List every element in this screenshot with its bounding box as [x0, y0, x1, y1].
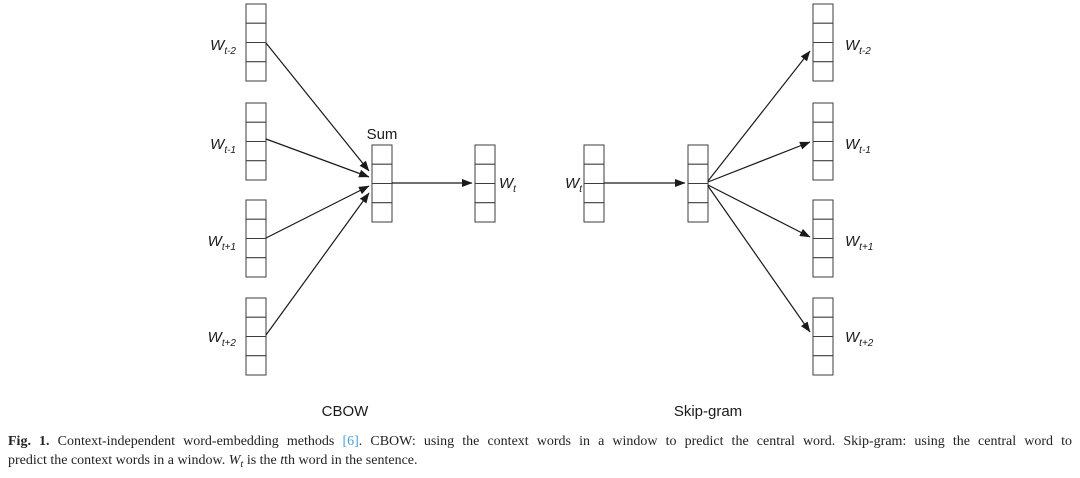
skipgram-output-vector-wt-2 [813, 4, 833, 81]
caption-text: . CBOW: using the context words in a window to predict the central word. Skip-gram: using the central word to [358, 434, 1072, 449]
cbow-context-vector-wt+2 [246, 298, 266, 375]
cbow-context-vector-wt+1 [246, 200, 266, 277]
skipgram-label-wt+1: $W_{t+1}$ [845, 233, 874, 253]
vector-cell [688, 203, 708, 222]
vector-cell [813, 200, 833, 219]
vector-cell [813, 258, 833, 277]
vector-cell [813, 142, 833, 161]
cbow-context-vector-wt-2 [246, 4, 266, 81]
cbow-arrow-wt-1-to-sum [266, 139, 369, 177]
vector-cell [372, 145, 392, 164]
vector-cell [475, 164, 495, 183]
vector-cell [813, 317, 833, 336]
citation-link-6[interactable]: [6] [342, 434, 359, 449]
vector-cell [813, 62, 833, 81]
caption-text: Context-independent word-embedding methods [57, 434, 343, 449]
skipgram-arrow-to-wt+2 [708, 186, 810, 332]
caption-line-2 [8, 452, 1072, 475]
cbow-sum-vector [372, 145, 392, 222]
skipgram-output-vector-wt+2 [813, 298, 833, 375]
cbow-context-vector-wt-1 [246, 103, 266, 180]
vector-cell [246, 239, 266, 258]
vector-cell [246, 258, 266, 277]
cbow-arrow-wt+2-to-sum [266, 193, 369, 335]
cbow-title: CBOW [321, 403, 369, 420]
vector-cell [813, 337, 833, 356]
vector-cell [475, 145, 495, 164]
skipgram-input-label-wt: $W_t$ [565, 175, 582, 195]
vector-cell [246, 142, 266, 161]
vector-cell [688, 164, 708, 183]
vector-cell [246, 62, 266, 81]
vector-cell [813, 239, 833, 258]
vector-cell [813, 161, 833, 180]
vector-cell [246, 103, 266, 122]
caption-line-1 [8, 433, 1072, 452]
vector-cell [246, 337, 266, 356]
vector-cell [813, 43, 833, 62]
vector-cell [246, 43, 266, 62]
cbow-output-vector-wt [475, 145, 495, 222]
figure-caption [8, 433, 1072, 474]
vector-cell [475, 184, 495, 203]
vector-cell [584, 145, 604, 164]
vector-cell [813, 122, 833, 141]
vector-cell [372, 164, 392, 183]
vector-cell [246, 219, 266, 238]
cbow-label-wt+1: $W_{t+1}$ [207, 233, 236, 253]
caption-text: th word in the sentence. [284, 452, 418, 468]
vector-cell [475, 203, 495, 222]
vector-cell [246, 356, 266, 375]
vector-cell [584, 203, 604, 222]
vector-cell [246, 122, 266, 141]
vector-cell [813, 103, 833, 122]
vector-cell [372, 203, 392, 222]
vector-cell [688, 145, 708, 164]
skipgram-arrow-to-wt+1 [708, 185, 810, 237]
vector-cell [246, 298, 266, 317]
cbow-output-label-wt: $W_t$ [499, 175, 516, 195]
cbow-arrow-wt-2-to-sum [266, 43, 369, 171]
vector-cell [246, 23, 266, 42]
vector-cell [246, 317, 266, 336]
vector-cell [584, 164, 604, 183]
caption-text: predict the context words in a window. [8, 452, 229, 468]
vector-cell [246, 200, 266, 219]
skipgram-projection-vector [688, 145, 708, 222]
sum-label: Sum [366, 126, 398, 143]
vector-cell [813, 23, 833, 42]
skipgram-label-wt-1: $W_{t-1}$ [845, 136, 871, 156]
vector-cell [584, 184, 604, 203]
skipgram-output-vector-wt+1 [813, 200, 833, 277]
vector-cell [372, 184, 392, 203]
skipgram-output-vector-wt-1 [813, 103, 833, 180]
vector-cell [813, 298, 833, 317]
vector-cell [813, 4, 833, 23]
vector-cell [688, 184, 708, 203]
skipgram-input-vector-wt [584, 145, 604, 222]
skipgram-label-wt+2: $W_{t+2}$ [845, 329, 874, 349]
vector-cell [246, 4, 266, 23]
cbow-label-wt-1: $W_{t-1}$ [210, 136, 236, 156]
cbow-label-wt+2: $W_{t+2}$ [207, 329, 236, 349]
skipgram-label-wt-2: $W_{t-2}$ [845, 37, 871, 57]
vector-cell [813, 356, 833, 375]
cbow-arrow-wt+1-to-sum [266, 186, 369, 238]
caption-text: is the [243, 452, 281, 468]
caption-text: Fig. 1. [8, 434, 58, 449]
vector-cell [246, 161, 266, 180]
cbow-label-wt-2: $W_{t-2}$ [210, 37, 236, 57]
caption-text: t [240, 458, 244, 470]
caption-text: t [280, 452, 285, 468]
skipgram-title: Skip-gram [673, 403, 743, 420]
caption-text: W [228, 452, 241, 468]
vector-cell [813, 219, 833, 238]
